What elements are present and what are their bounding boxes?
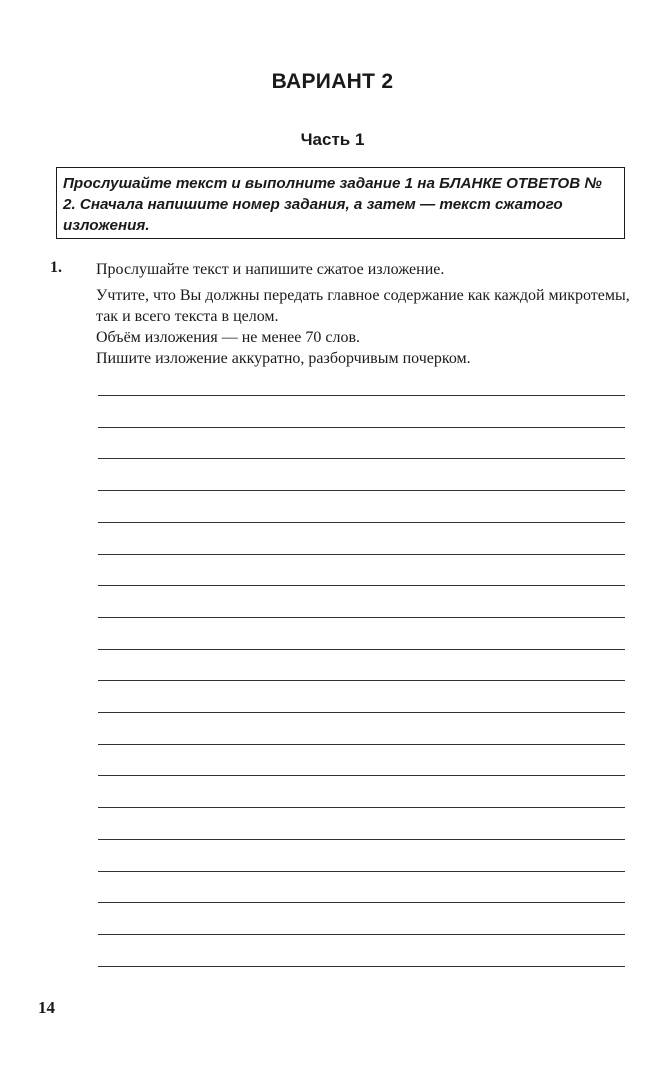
answer-line <box>98 649 625 650</box>
task-line-3: Объём изложения — не менее 70 слов. <box>96 329 360 346</box>
answer-line <box>98 680 625 681</box>
task-number: 1. <box>50 259 62 276</box>
task-line-1: Прослушайте текст и напишите сжатое изложение. <box>96 261 445 278</box>
answer-line <box>98 712 625 713</box>
answer-line <box>98 744 625 745</box>
task-line-4: Пишите изложение аккуратно, разборчивым почерком. <box>96 350 471 367</box>
answer-line <box>98 807 625 808</box>
answer-line <box>98 585 625 586</box>
part-title: Часть 1 <box>300 130 365 149</box>
answer-line <box>98 522 625 523</box>
answer-line <box>98 554 625 555</box>
answer-lines <box>98 0 625 1080</box>
answer-line <box>98 966 625 967</box>
answer-line <box>98 395 625 396</box>
page-number: 14 <box>38 998 55 1017</box>
answer-line <box>98 902 625 903</box>
answer-line <box>98 934 625 935</box>
instruction-text: Прослушайте текст и выполните задание 1 на БЛАНКЕ ОТВЕТОВ № 2. Сначала напишите номер задания, а затем — текст сжатого изложения. <box>63 175 602 234</box>
variant-title: ВАРИАНТ 2 <box>271 70 394 93</box>
answer-line <box>98 617 625 618</box>
answer-line <box>98 871 625 872</box>
answer-line <box>98 427 625 428</box>
answer-line <box>98 458 625 459</box>
task-line-2: Учтите, что Вы должны передать главное содержание как каждой микротемы, так и всего текста в целом. <box>96 287 630 325</box>
answer-line <box>98 490 625 491</box>
answer-line <box>98 775 625 776</box>
answer-line <box>98 839 625 840</box>
